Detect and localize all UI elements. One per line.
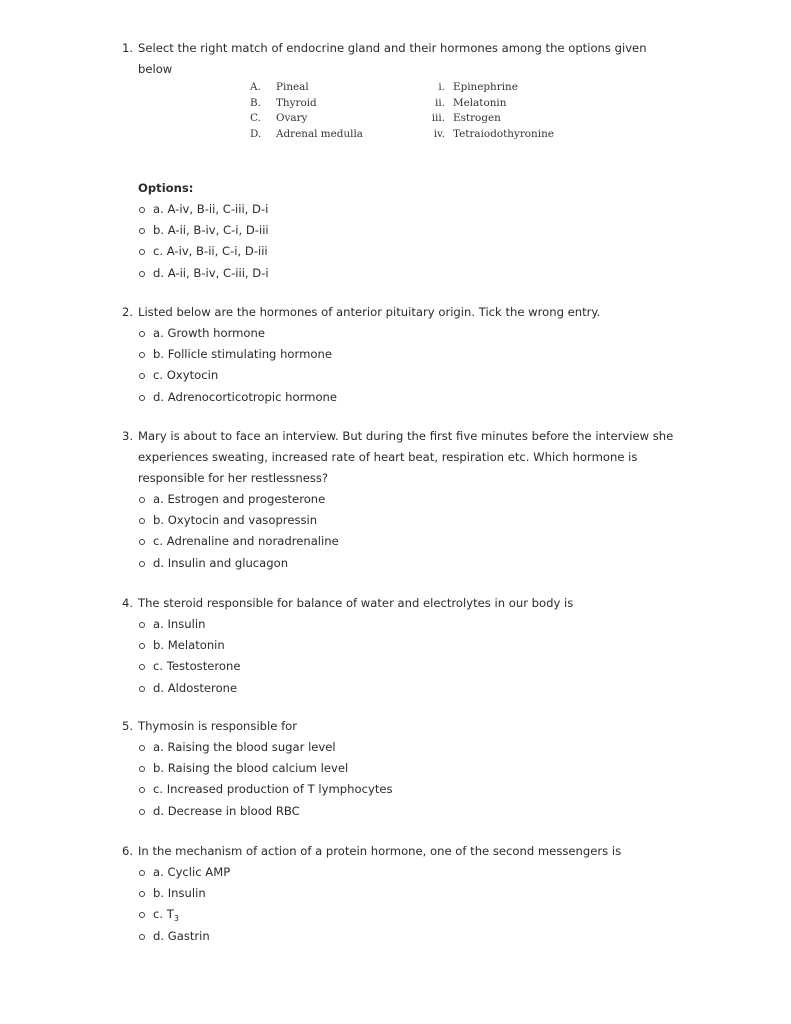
question-3-text-cont: experiences sweating, increased rate of heart beat, respiration etc. Which hormone is <box>138 450 638 464</box>
option-c[interactable]: c. A-iv, B-ii, C-i, D-iii <box>122 241 682 262</box>
question-3-text: 3. Mary is about to face an interview. But during the first five minutes before the interview she <box>122 426 692 447</box>
question-6-text: 6. In the mechanism of action of a protein hormone, one of the second messengers is <box>122 841 682 862</box>
question-number: 3. <box>122 429 134 443</box>
option-d[interactable]: d. Insulin and glucagon <box>122 553 692 574</box>
option-a[interactable]: a. Cyclic AMP <box>122 862 682 883</box>
option-c[interactable]: c. Testosterone <box>122 656 682 677</box>
question-number: 6. <box>122 844 134 858</box>
question-3 <box>122 426 692 574</box>
option-b[interactable]: b. Raising the blood calcium level <box>122 758 682 779</box>
question-2-text: 2. Listed below are the hormones of anterior pituitary origin. Tick the wrong entry. <box>122 302 682 323</box>
options-heading: Options: <box>138 181 194 195</box>
option-c[interactable]: c. Oxytocin <box>122 365 682 386</box>
option-d[interactable]: d. Gastrin <box>122 926 682 947</box>
option-d[interactable]: d. Decrease in blood RBC <box>122 801 682 822</box>
option-b[interactable]: b. Oxytocin and vasopressin <box>122 510 692 531</box>
option-c[interactable]: c. Increased production of T lymphocytes <box>122 779 682 800</box>
match-row: D. Adrenal medulla iv. Tetraiodothyronine <box>250 127 554 140</box>
option-b[interactable]: b. A-ii, B-iv, C-i, D-iii <box>122 220 682 241</box>
question-1-options <box>122 199 682 284</box>
question-2 <box>122 302 682 408</box>
option-a[interactable]: a. Raising the blood sugar level <box>122 737 682 758</box>
option-c[interactable]: c. $T_3$ <box>122 904 682 925</box>
question-4 <box>122 593 682 699</box>
question-1 <box>122 38 682 80</box>
option-d[interactable]: d. Adrenocorticotropic hormone <box>122 387 682 408</box>
option-d[interactable]: d. Aldosterone <box>122 678 682 699</box>
option-c[interactable]: c. Adrenaline and noradrenaline <box>122 531 692 552</box>
question-4-text: 4. The steroid responsible for balance of water and electrolytes in our body is <box>122 593 682 614</box>
question-1-text: 1. Select the right match of endocrine gland and their hormones among the options given <box>122 38 682 59</box>
subscript: 3 <box>173 914 179 924</box>
option-d[interactable]: d. A-ii, B-iv, C-iii, D-i <box>122 263 682 284</box>
match-row: A. Pineal i. Epinephrine <box>250 81 518 93</box>
question-6 <box>122 841 682 947</box>
question-5 <box>122 716 682 822</box>
match-row: B. Thyroid ii. Melatonin <box>250 96 507 109</box>
question-number: 1. <box>122 41 134 55</box>
option-a[interactable]: a. Insulin <box>122 614 682 635</box>
question-number: 5. <box>122 719 134 733</box>
question-5-text: 5. Thymosin is responsible for <box>122 716 682 737</box>
match-table <box>250 80 570 142</box>
question-3-text-cont: responsible for her restlessness? <box>138 471 329 485</box>
question-number: 4. <box>122 596 134 610</box>
match-row: C. Ovary iii. Estrogen <box>250 112 501 124</box>
option-b[interactable]: b. Insulin <box>122 883 682 904</box>
option-b[interactable]: b. Melatonin <box>122 635 682 656</box>
question-1-text-cont: below <box>138 62 173 76</box>
option-a[interactable]: a. Estrogen and progesterone <box>122 489 692 510</box>
option-b[interactable]: b. Follicle stimulating hormone <box>122 344 682 365</box>
option-a[interactable]: a. Growth hormone <box>122 323 682 344</box>
question-number: 2. <box>122 305 134 319</box>
option-a[interactable]: a. A-iv, B-ii, C-iii, D-i <box>122 199 682 220</box>
